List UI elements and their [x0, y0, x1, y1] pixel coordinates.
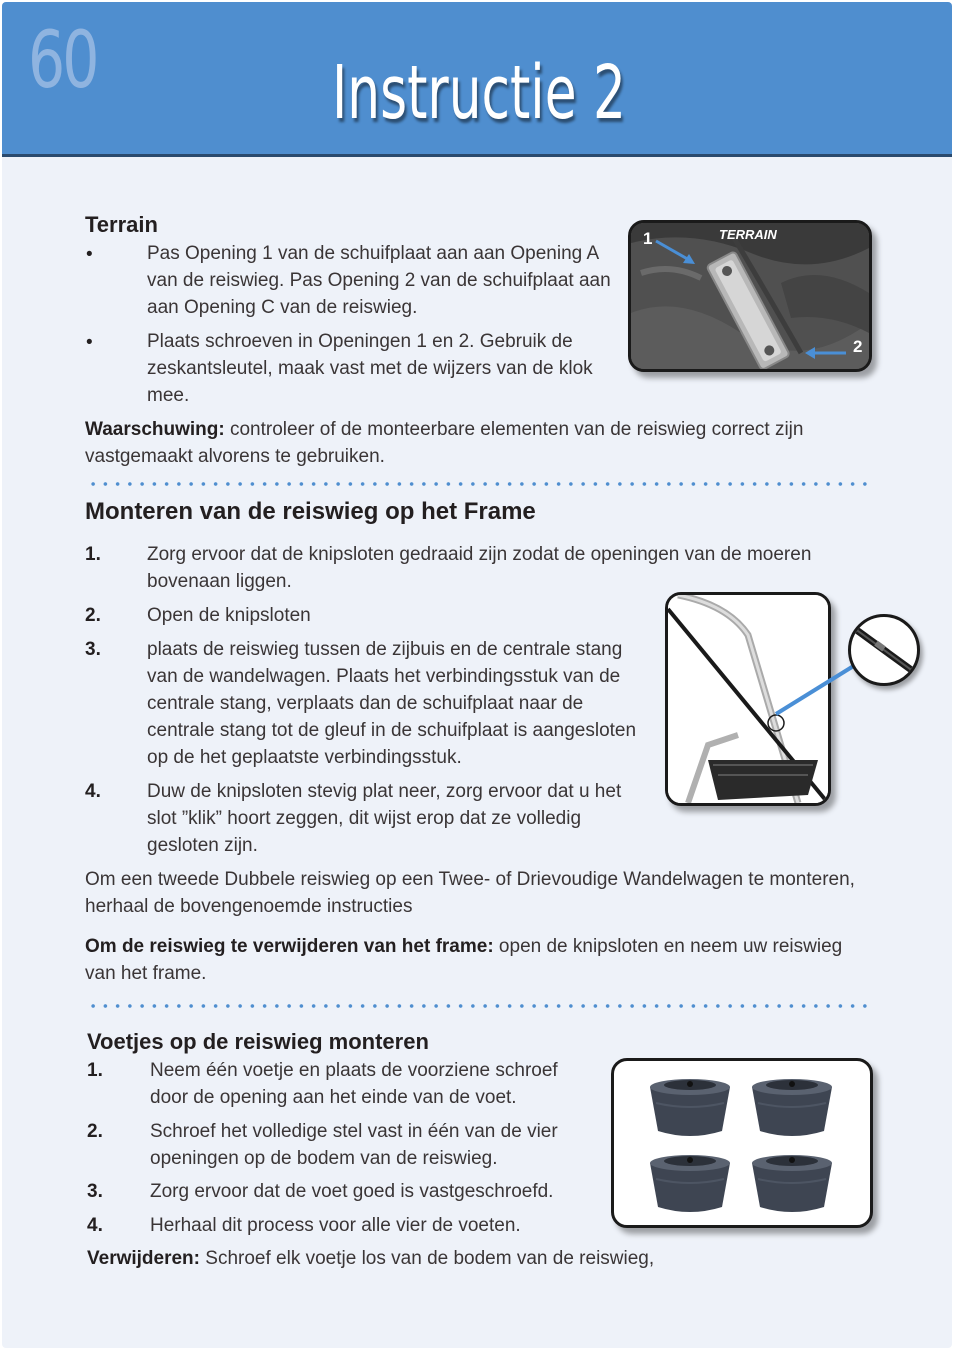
zoom-detail-drawing [851, 617, 917, 683]
step-number: 2. [85, 605, 101, 626]
montage-step-1: Zorg ervoor dat de knipsloten gedraaid zijn zodat de openingen van de moeren bovenaan liggen. [147, 544, 812, 592]
montage-step-3: plaats de reiswieg tussen de zijbuis en de centrale stang van de wandelwagen. Plaats het verbindingsstuk van de centrale stang, verplaats dan de schuifplaat naar de centrale stang tot de gleuf in de schuifplaat is aangesloten op de het geplaatste verbindingsstuk. [147, 639, 637, 768]
montage-step-2: Open de knipsloten [147, 605, 311, 626]
voetjes-step-4: Herhaal dit process voor alle vier de voeten. [150, 1215, 521, 1236]
step-number: 1. [87, 1060, 103, 1081]
step-number: 4. [85, 781, 101, 802]
zoom-detail-circle [848, 614, 920, 686]
montage-step-4: Duw de knipsloten stevig plat neer, zorg ervoor dat u het slot ”klik” hoort zeggen, dit wijst erop dat ze volledig gesloten zijn. [147, 781, 622, 856]
step-number: 3. [85, 639, 101, 660]
page [2, 2, 952, 1348]
terrain-warning [85, 416, 865, 470]
step-number: 2. [87, 1121, 103, 1142]
feet-figure [611, 1058, 873, 1228]
remove-text: open de knipsloten en neem uw reiswieg van het frame. [85, 936, 843, 984]
terrain-figure-label: TERRAIN [719, 227, 777, 242]
step-number: 4. [87, 1215, 103, 1236]
voetjes-remove-label: Verwijderen: [87, 1248, 200, 1269]
page-header [2, 2, 952, 157]
section-heading-terrain: Terrain [85, 212, 158, 237]
terrain-figure [628, 220, 872, 372]
bullet-marker: • [86, 244, 93, 265]
step-number: 3. [87, 1181, 103, 1202]
remove-label: Om de reiswieg te verwijderen van het frame: [85, 936, 494, 957]
montage-note: Om een tweede Dubbele reiswieg op een Twee- of Drievoudige Wandelwagen te monteren, herhaal de bovengenoemde instructies [85, 869, 855, 917]
step-number: 1. [85, 544, 101, 565]
dotted-separator [87, 1003, 871, 1009]
voetjes-remove-text: Schroef elk voetje los van de bodem van de reiswieg, [200, 1248, 655, 1269]
voetjes-step-2: Schroef het volledige stel vast in één van de vier openingen op de bodem van de reiswieg. [150, 1121, 558, 1169]
terrain-bullet-1: Pas Opening 1 van de schuifplaat aan aan Opening A van de reiswieg. Pas Opening 2 van de schuifplaat aan aan Opening C van de reiswieg. [147, 243, 611, 318]
page-title: Instructie 2 [331, 50, 626, 136]
terrain-bullet-2: Plaats schroeven in Openingen 1 en 2. Gebruik de zeskantsleutel, maak vast met de wijzers van de klok mee. [147, 331, 593, 406]
feet-drawing [614, 1061, 870, 1225]
terrain-photo [631, 223, 869, 369]
warning-label: Waarschuwing: [85, 419, 225, 440]
callout-1: 1 [643, 229, 653, 248]
bullet-marker: • [86, 332, 93, 353]
voetjes-step-1: Neem één voetje en plaats de voorziene schroef door de opening aan het einde van de voet. [150, 1060, 558, 1108]
section-heading-montage: Monteren van de reiswieg op het Frame [85, 498, 536, 525]
montage-remove [85, 933, 865, 987]
callout-2: 2 [853, 337, 863, 356]
voetjes-remove [87, 1245, 867, 1272]
section-heading-voetjes: Voetjes op de reiswieg monteren [87, 1029, 429, 1054]
page-number: 60 [28, 16, 97, 106]
dotted-separator [87, 481, 871, 487]
warning-text: controleer of de monteerbare elementen van de reiswieg correct zijn vastgemaakt alvorens te gebruiken. [85, 419, 804, 467]
voetjes-step-3: Zorg ervoor dat de voet goed is vastgeschroefd. [150, 1181, 554, 1202]
